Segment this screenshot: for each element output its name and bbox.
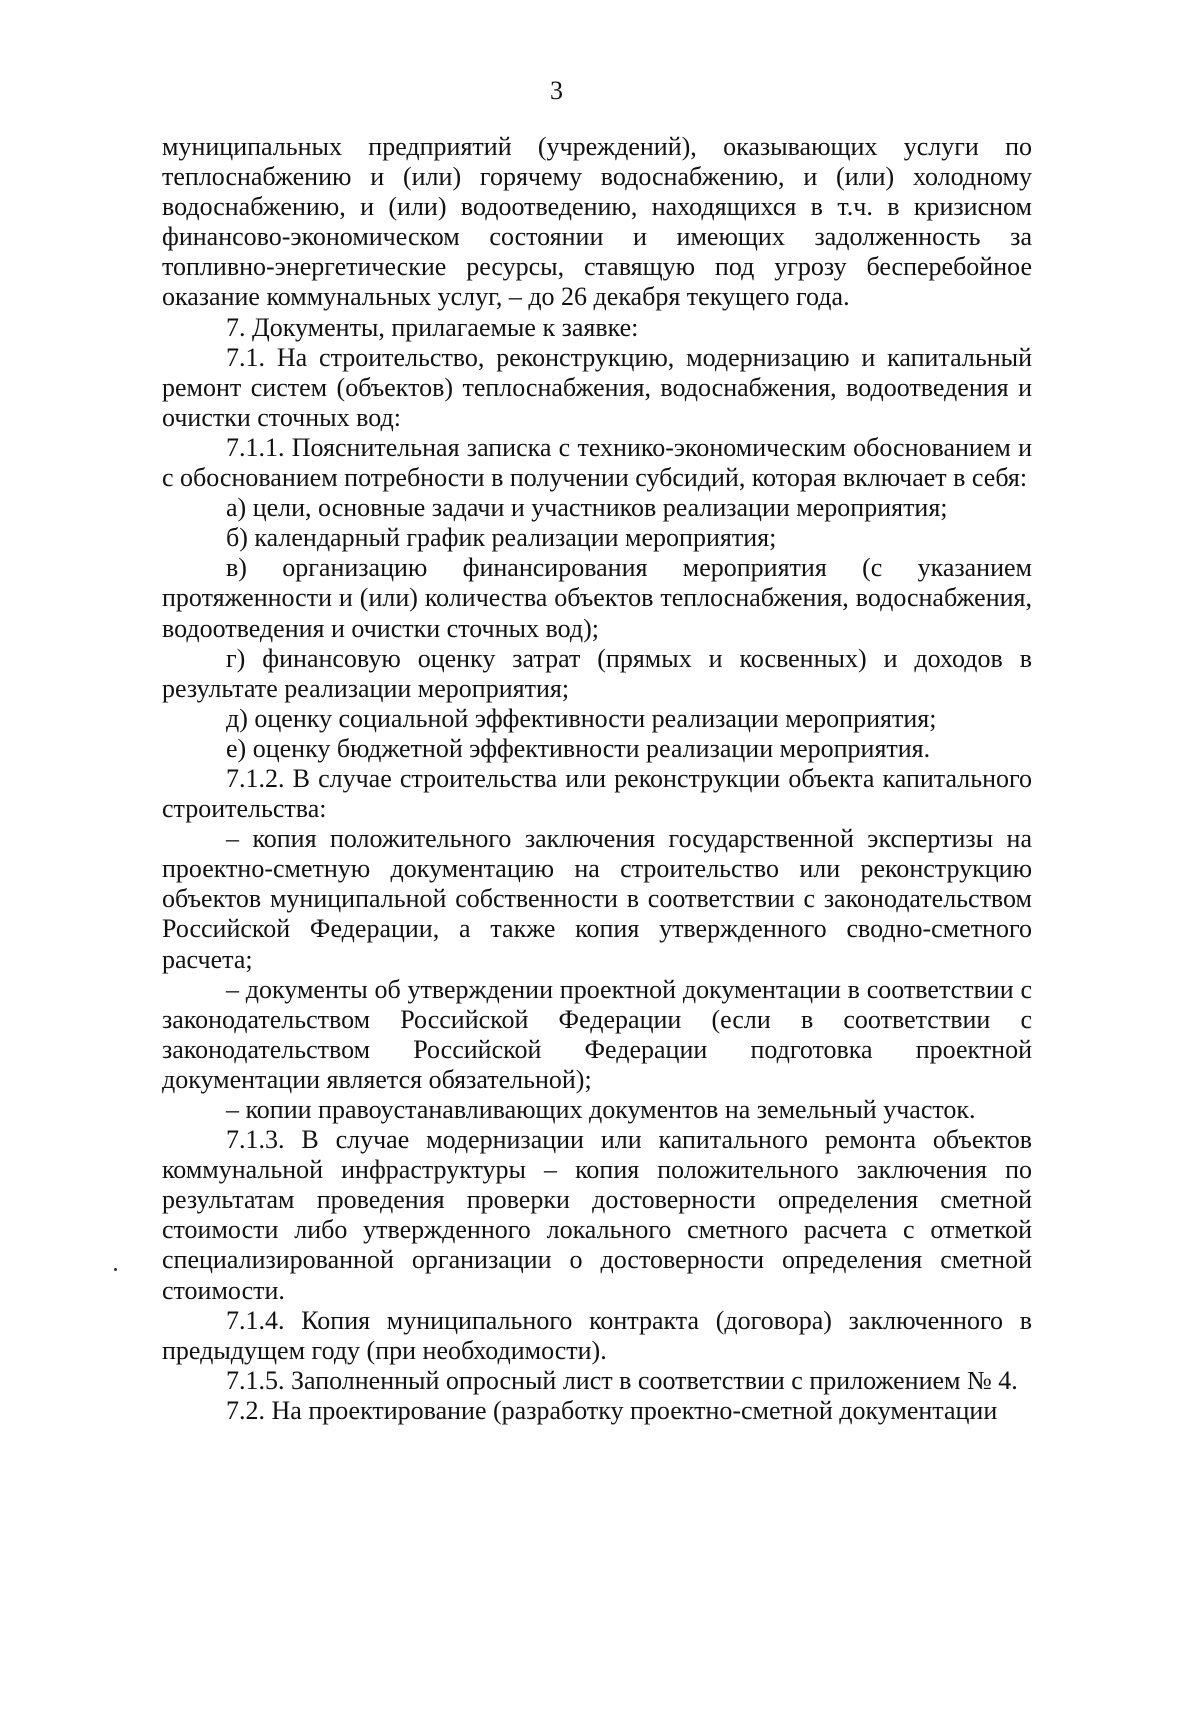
paragraph-7-1: 7.1. На строительство, реконструкцию, модернизацию и капитальный ремонт систем (объектов) теплоснабжения, водоснабжения, водоотведения и очистки сточных вод: [162, 342, 1032, 432]
paragraph-continuation: муниципальных предприятий (учреждений), оказывающих услуги по теплоснабжению и (или) горячему водоснабжению, и (или) холодному водоснабжению, и (или) водоотведению, находящихся в т.ч. в кризисном финансово-экономическом состоянии и имеющих задолженность за топливно-энергетические ресурсы, ставящую под угрозу бесперебойное оказание коммунальных услуг, – до 26 декабря текущего года. [162, 132, 1032, 312]
list-item-a: а) цели, основные задачи и участников реализации мероприятия; [226, 493, 948, 523]
list-item-v: в) организацию финансирования мероприятия (с указанием протяженности и (или) количества объектов теплоснабжения, водоснабжения, водоотведения и очистки сточных вод); [162, 553, 1032, 643]
paragraph-7-1-1: 7.1.1. Пояснительная записка с технико-экономическим обоснованием и с обоснованием потребности в получении субсидий, которая включает в себя: [162, 432, 1032, 493]
dash-item-approval-documents: – документы об утверждении проектной документации в соответствии с законодательством Российской Федерации (если в соответствии с законодательством Российской Федерации подготовка проектной документации является обязательной); [162, 974, 1032, 1094]
dash-item-expertise-copy: – копия положительного заключения государственной экспертизы на проектно-сметную документацию на строительство или реконструкцию объектов муниципальной собственности в соответствии с законодательством Российской Федерации, а также копия утвержденного сводно-сметного расчета; [162, 824, 1032, 974]
scan-speck [114, 1268, 117, 1271]
page-number: 3 [550, 76, 563, 105]
paragraph-7: 7. Документы, прилагаемые к заявке: [226, 312, 639, 342]
list-item-g: г) финансовую оценку затрат (прямых и косвенных) и доходов в результате реализации мероприятия; [162, 643, 1032, 703]
dash-item-land-documents: – копии правоустанавливающих документов на земельный участок. [226, 1095, 976, 1124]
document-body [162, 132, 1032, 1426]
list-item-d: д) оценку социальной эффективности реализации мероприятия; [226, 703, 937, 733]
paragraph-7-2: 7.2. На проектирование (разработку проектно-сметной документации [226, 1395, 998, 1425]
list-item-b: б) календарный график реализации мероприятия; [226, 523, 777, 553]
paragraph-7-1-4: 7.1.4. Копия муниципального контракта (договора) заключенного в предыдущем году (при необходимости). [162, 1305, 1032, 1365]
list-item-e: е) оценку бюджетной эффективности реализации мероприятия. [226, 733, 931, 763]
paragraph-7-1-5: 7.1.5. Заполненный опросный лист в соответствии с приложением № 4. [226, 1365, 1018, 1395]
paragraph-7-1-3: 7.1.3. В случае модернизации или капитального ремонта объектов коммунальной инфраструктуры – копия положительного заключения по результатам проведения проверки достоверности определения сметной стоимости либо утвержденного локального сметного расчета с отметкой специализированной организации о достоверности определения сметной стоимости. [162, 1125, 1032, 1305]
paragraph-7-1-2: 7.1.2. В случае строительства или реконструкции объекта капитального строительства: [162, 763, 1032, 824]
